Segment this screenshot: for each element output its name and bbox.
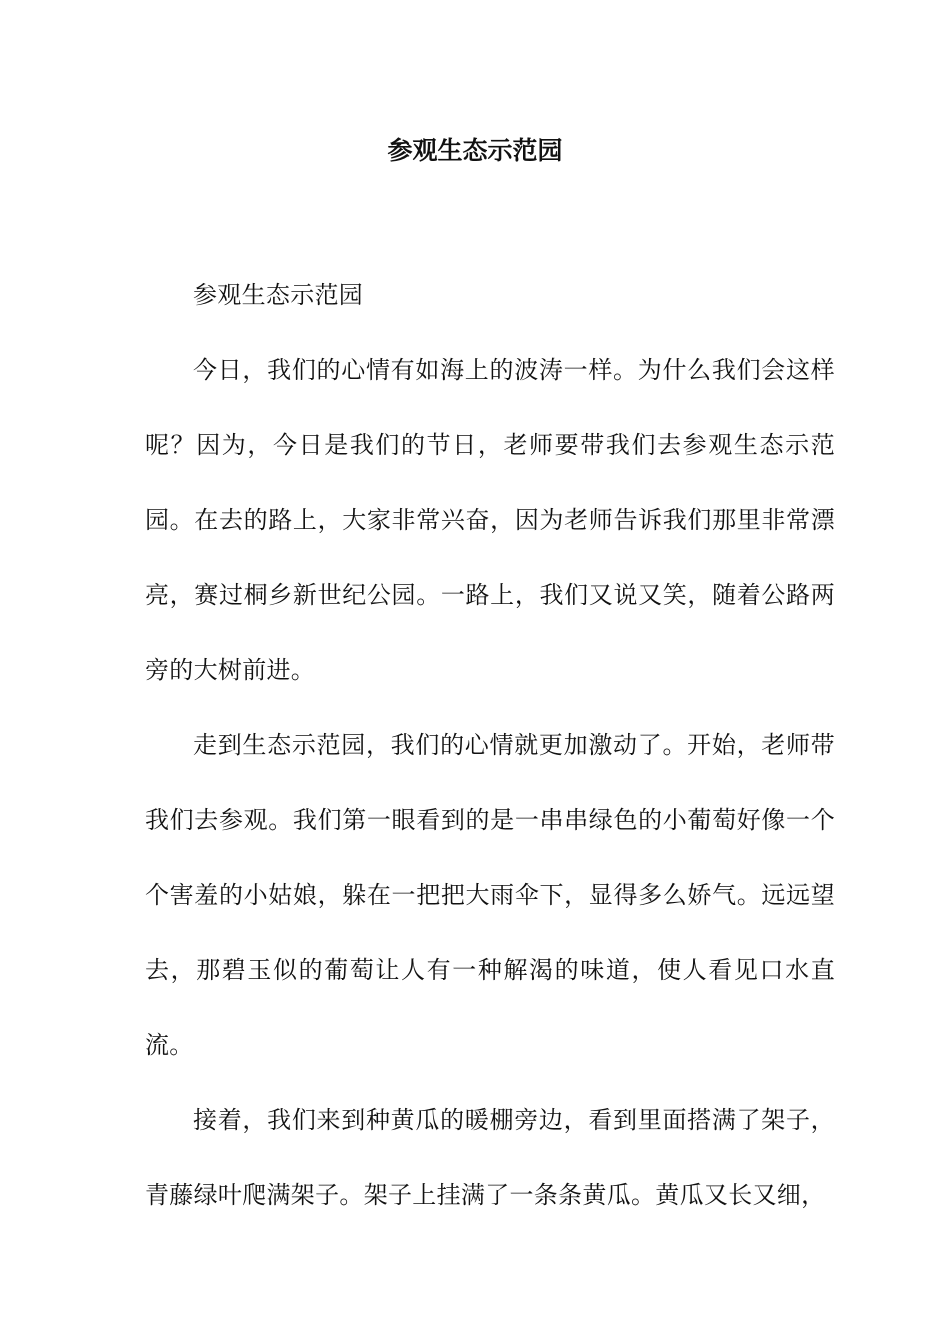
paragraph-1: 今日，我们的心情有如海上的波涛一样。为什么我们会这样呢？因为，今日是我们的节日，老师要带我们去参观生态示范园。在去的路上，大家非常兴奋，因为老师告诉我们那里非常漂亮，赛过桐乡新世纪公园。一路上，我们又说又笑，随着公路两旁的大树前进。 [145,356,835,684]
document-body [145,258,835,1233]
document-title: 参观生态示范园 [387,136,563,165]
paragraph-3: 接着，我们来到种黄瓜的暖棚旁边，看到里面搭满了架子，青藤绿叶爬满架子。架子上挂满了一条条黄瓜。黄瓜又长又细， [145,1106,835,1209]
paragraph-subtitle: 参观生态示范园 [193,281,364,309]
paragraph-2: 走到生态示范园，我们的心情就更加激动了。开始，老师带我们去参观。我们第一眼看到的是一串串绿色的小葡萄好像一个个害羞的小姑娘，躲在一把把大雨伞下，显得多么娇气。远远望去，那碧玉似的葡萄让人有一种解渴的味道，使人看见口水直流。 [145,731,835,1059]
